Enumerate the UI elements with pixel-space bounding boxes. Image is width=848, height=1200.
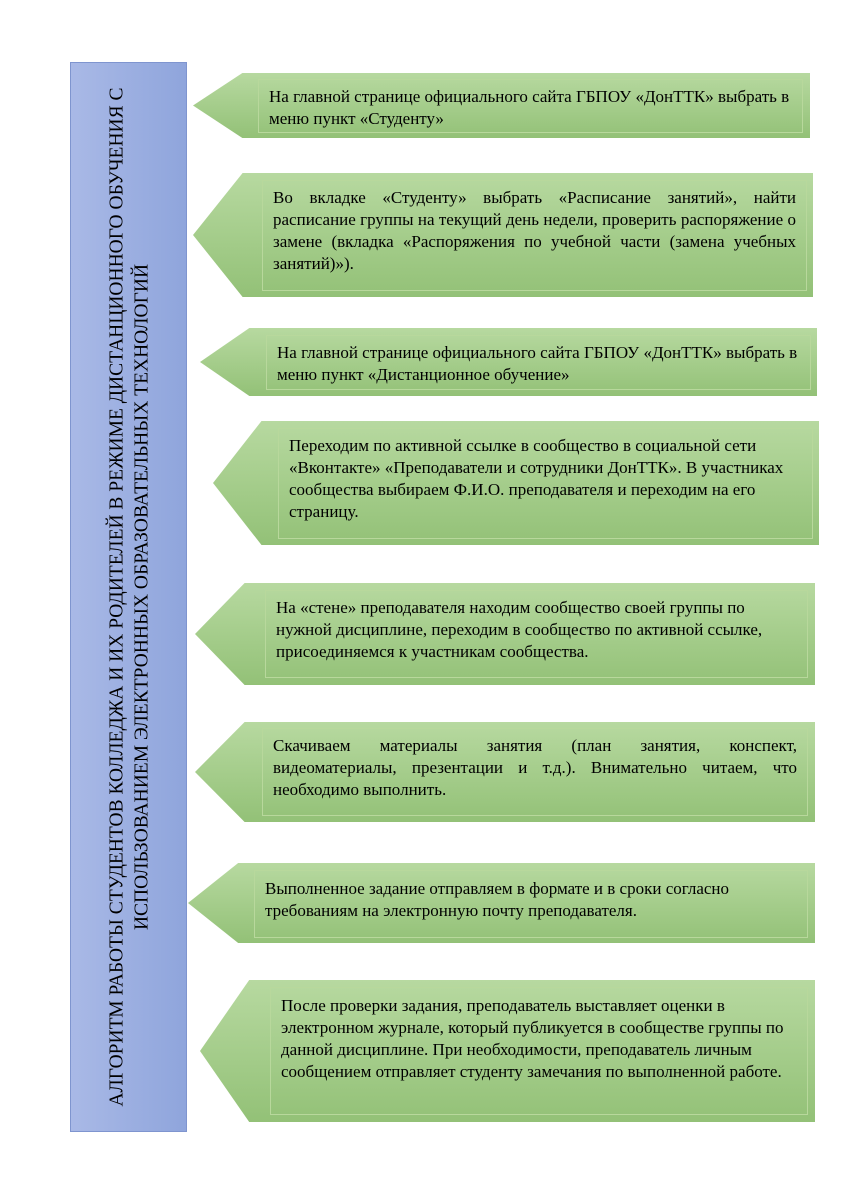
step-text-3: На главной странице официального сайта ГБПОУ «ДонТТК» выбрать в меню пункт «Дистанционное обучение» [266, 335, 811, 390]
step-text-6: Скачиваем материалы занятия (план занятия, конспект, видеоматериалы, презентации и т.д.). Внимательно читаем, что необходимо выполнить. [262, 728, 808, 816]
step-text-4: Переходим по активной ссылке в сообщество в социальной сети «Вконтакте» «Преподаватели и сотрудники ДонТТК». В участниках сообщества выбираем Ф.И.О. преподавателя и переходим на его страницу. [278, 428, 813, 539]
algorithm-title-box [70, 62, 187, 1132]
step-text-8: После проверки задания, преподаватель выставляет оценки в электронном журнале, который публикуется в сообществе группы по данной дисциплине. При необходимости, преподаватель личным сообщением отправляет студенту замечания по выполненной работе. [270, 987, 808, 1115]
step-text-1: На главной странице официального сайта ГБПОУ «ДонТТК» выбрать в меню пункт «Студенту» [258, 79, 803, 133]
step-text-7: Выполненное задание отправляем в формате и в сроки согласно требованиям на электронную почту преподавателя. [254, 870, 808, 938]
step-text-2: Во вкладке «Студенту» выбрать «Расписание занятий», найти расписание группы на текущий день недели, проверить распоряжение о замене (вкладка «Распоряжения по учебной части (замена учебных занятий)»). [262, 180, 807, 291]
algorithm-title: АЛГОРИТМ РАБОТЫ СТУДЕНТОВ КОЛЛЕДЖА И ИХ РОДИТЕЛЕЙ В РЕЖИМЕ ДИСТАНЦИОННОГО ОБУЧЕНИЯ С ИСПОЛЬЗОВАНИЕМ ЭЛЕКТРОННЫХ ОБРАЗОВАТЕЛЬНЫХ ТЕХНОЛОГИЙ [105, 87, 152, 1107]
step-text-5: На «стене» преподавателя находим сообщество своей группы по нужной дисциплине, переходим в сообщество по активной ссылке, присоединяемся к участникам сообщества. [265, 590, 808, 678]
